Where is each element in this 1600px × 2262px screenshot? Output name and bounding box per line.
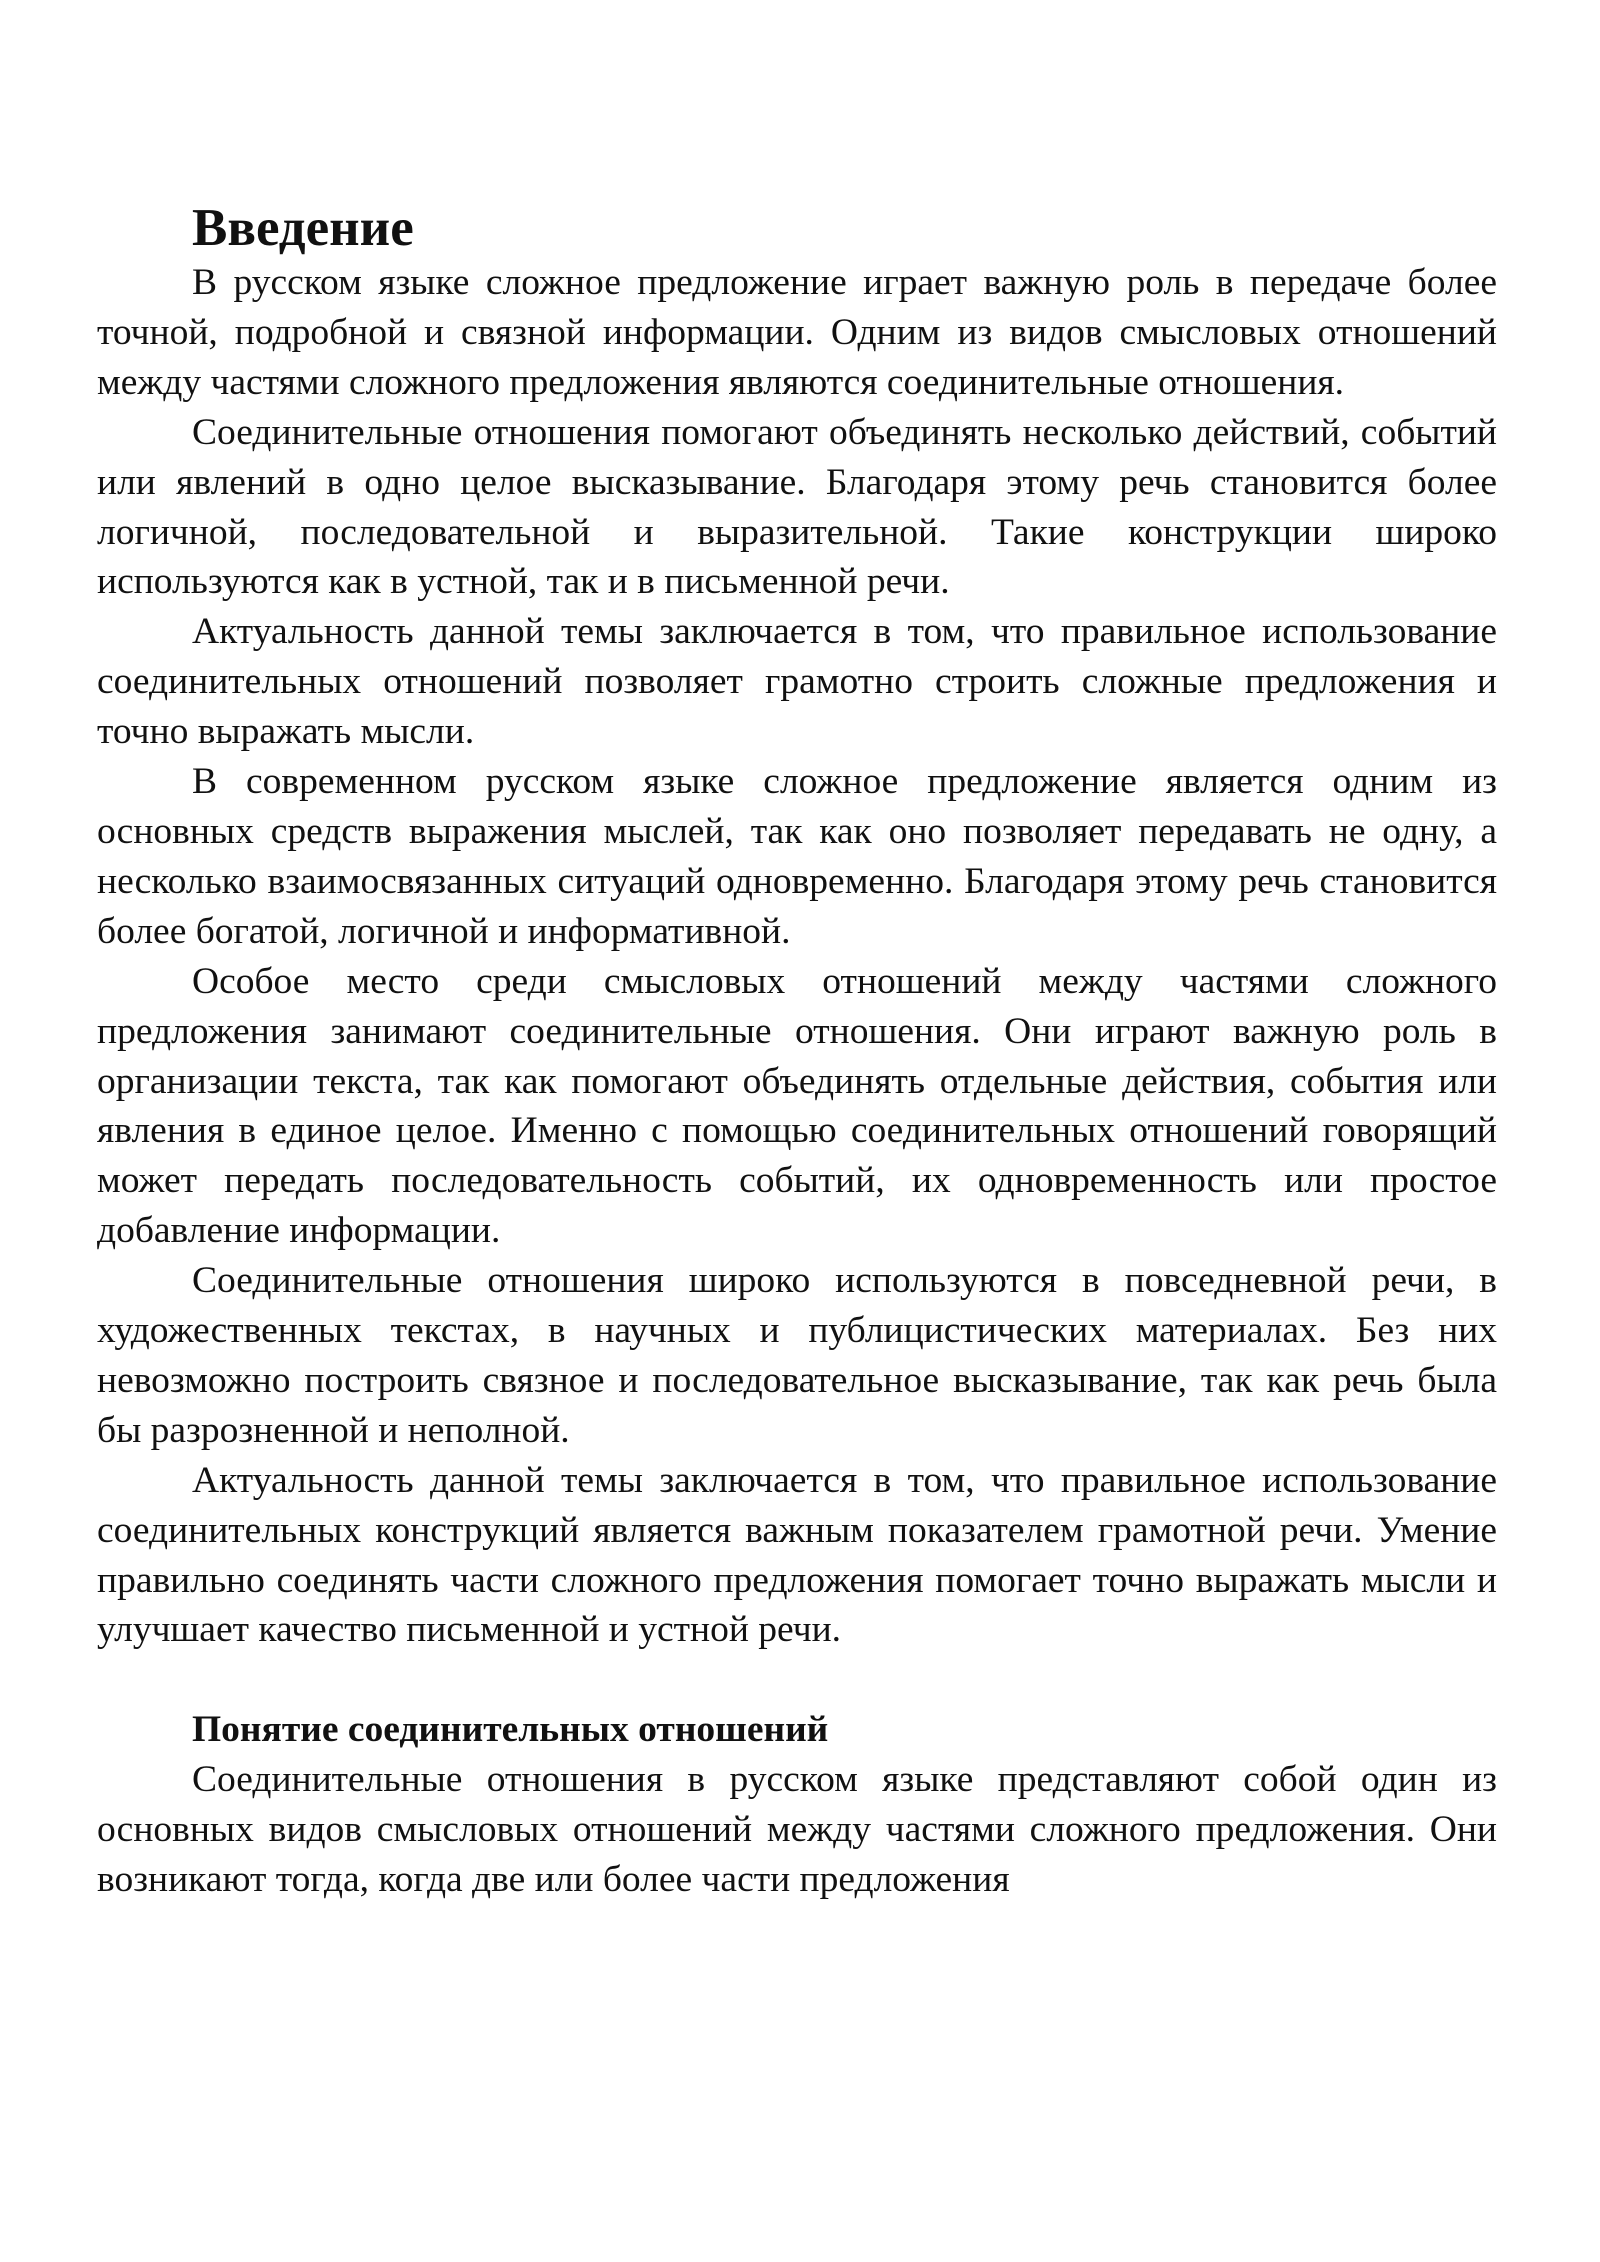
document-page (97, 198, 1497, 1905)
paragraph: Соединительные отношения помогают объединять несколько действий, событий или явлений в одно целое высказывание. Благодаря этому речь становится более логичной, последовательной и выразительной. Такие конструкции широко используются как в устной, так и в письменной речи. (97, 411, 1497, 603)
paragraph: Актуальность данной темы заключается в том, что правильное использование соединительных конструкций является важным показателем грамотной речи. Умение правильно соединять части сложного предложения помогает точно выражать мысли и улучшает качество письменной и устной речи. (97, 1459, 1497, 1651)
paragraph: В русском языке сложное предложение играет важную роль в передаче более точной, подробной и связной информации. Одним из видов смысловых отношений между частями сложного предложения являются соединительные отношения. (97, 262, 1497, 403)
paragraph: Соединительные отношения широко используются в повседневной речи, в художественных текстах, в научных и публицистических материалах. Без них невозможно построить связное и последовательное высказывание, так как речь была бы разрозненной и неполной. (97, 1260, 1497, 1451)
subsection-title: Понятие соединительных отношений (192, 1709, 829, 1751)
section-spacer (97, 1655, 1497, 1705)
paragraph: В современном русском языке сложное предложение является одним из основных средств выражения мыслей, так как оно позволяет передавать не одну, а несколько взаимосвязанных ситуаций одновременно. Благодаря этому речь становится более богатой, логичной и информативной. (97, 761, 1497, 952)
paragraph: Особое место среди смысловых отношений между частями сложного предложения занимают соединительные отношения. Они играют важную роль в организации текста, так как помогают объединять отдельные действия, события или явления в единое целое. Именно с помощью соединительных отношений говорящий может передать последовательность событий, их одновременность или простое добавление информации. (97, 960, 1497, 1252)
paragraph: Соединительные отношения в русском языке представляют собой один из основных видов смысловых отношений между частями сложного предложения. Они возникают тогда, когда две или более части предложения (97, 1759, 1497, 1901)
paragraph: Актуальность данной темы заключается в том, что правильное использование соединительных отношений позволяет грамотно строить сложные предложения и точно выражать мысли. (97, 611, 1497, 753)
section-title: Введение (192, 199, 414, 257)
